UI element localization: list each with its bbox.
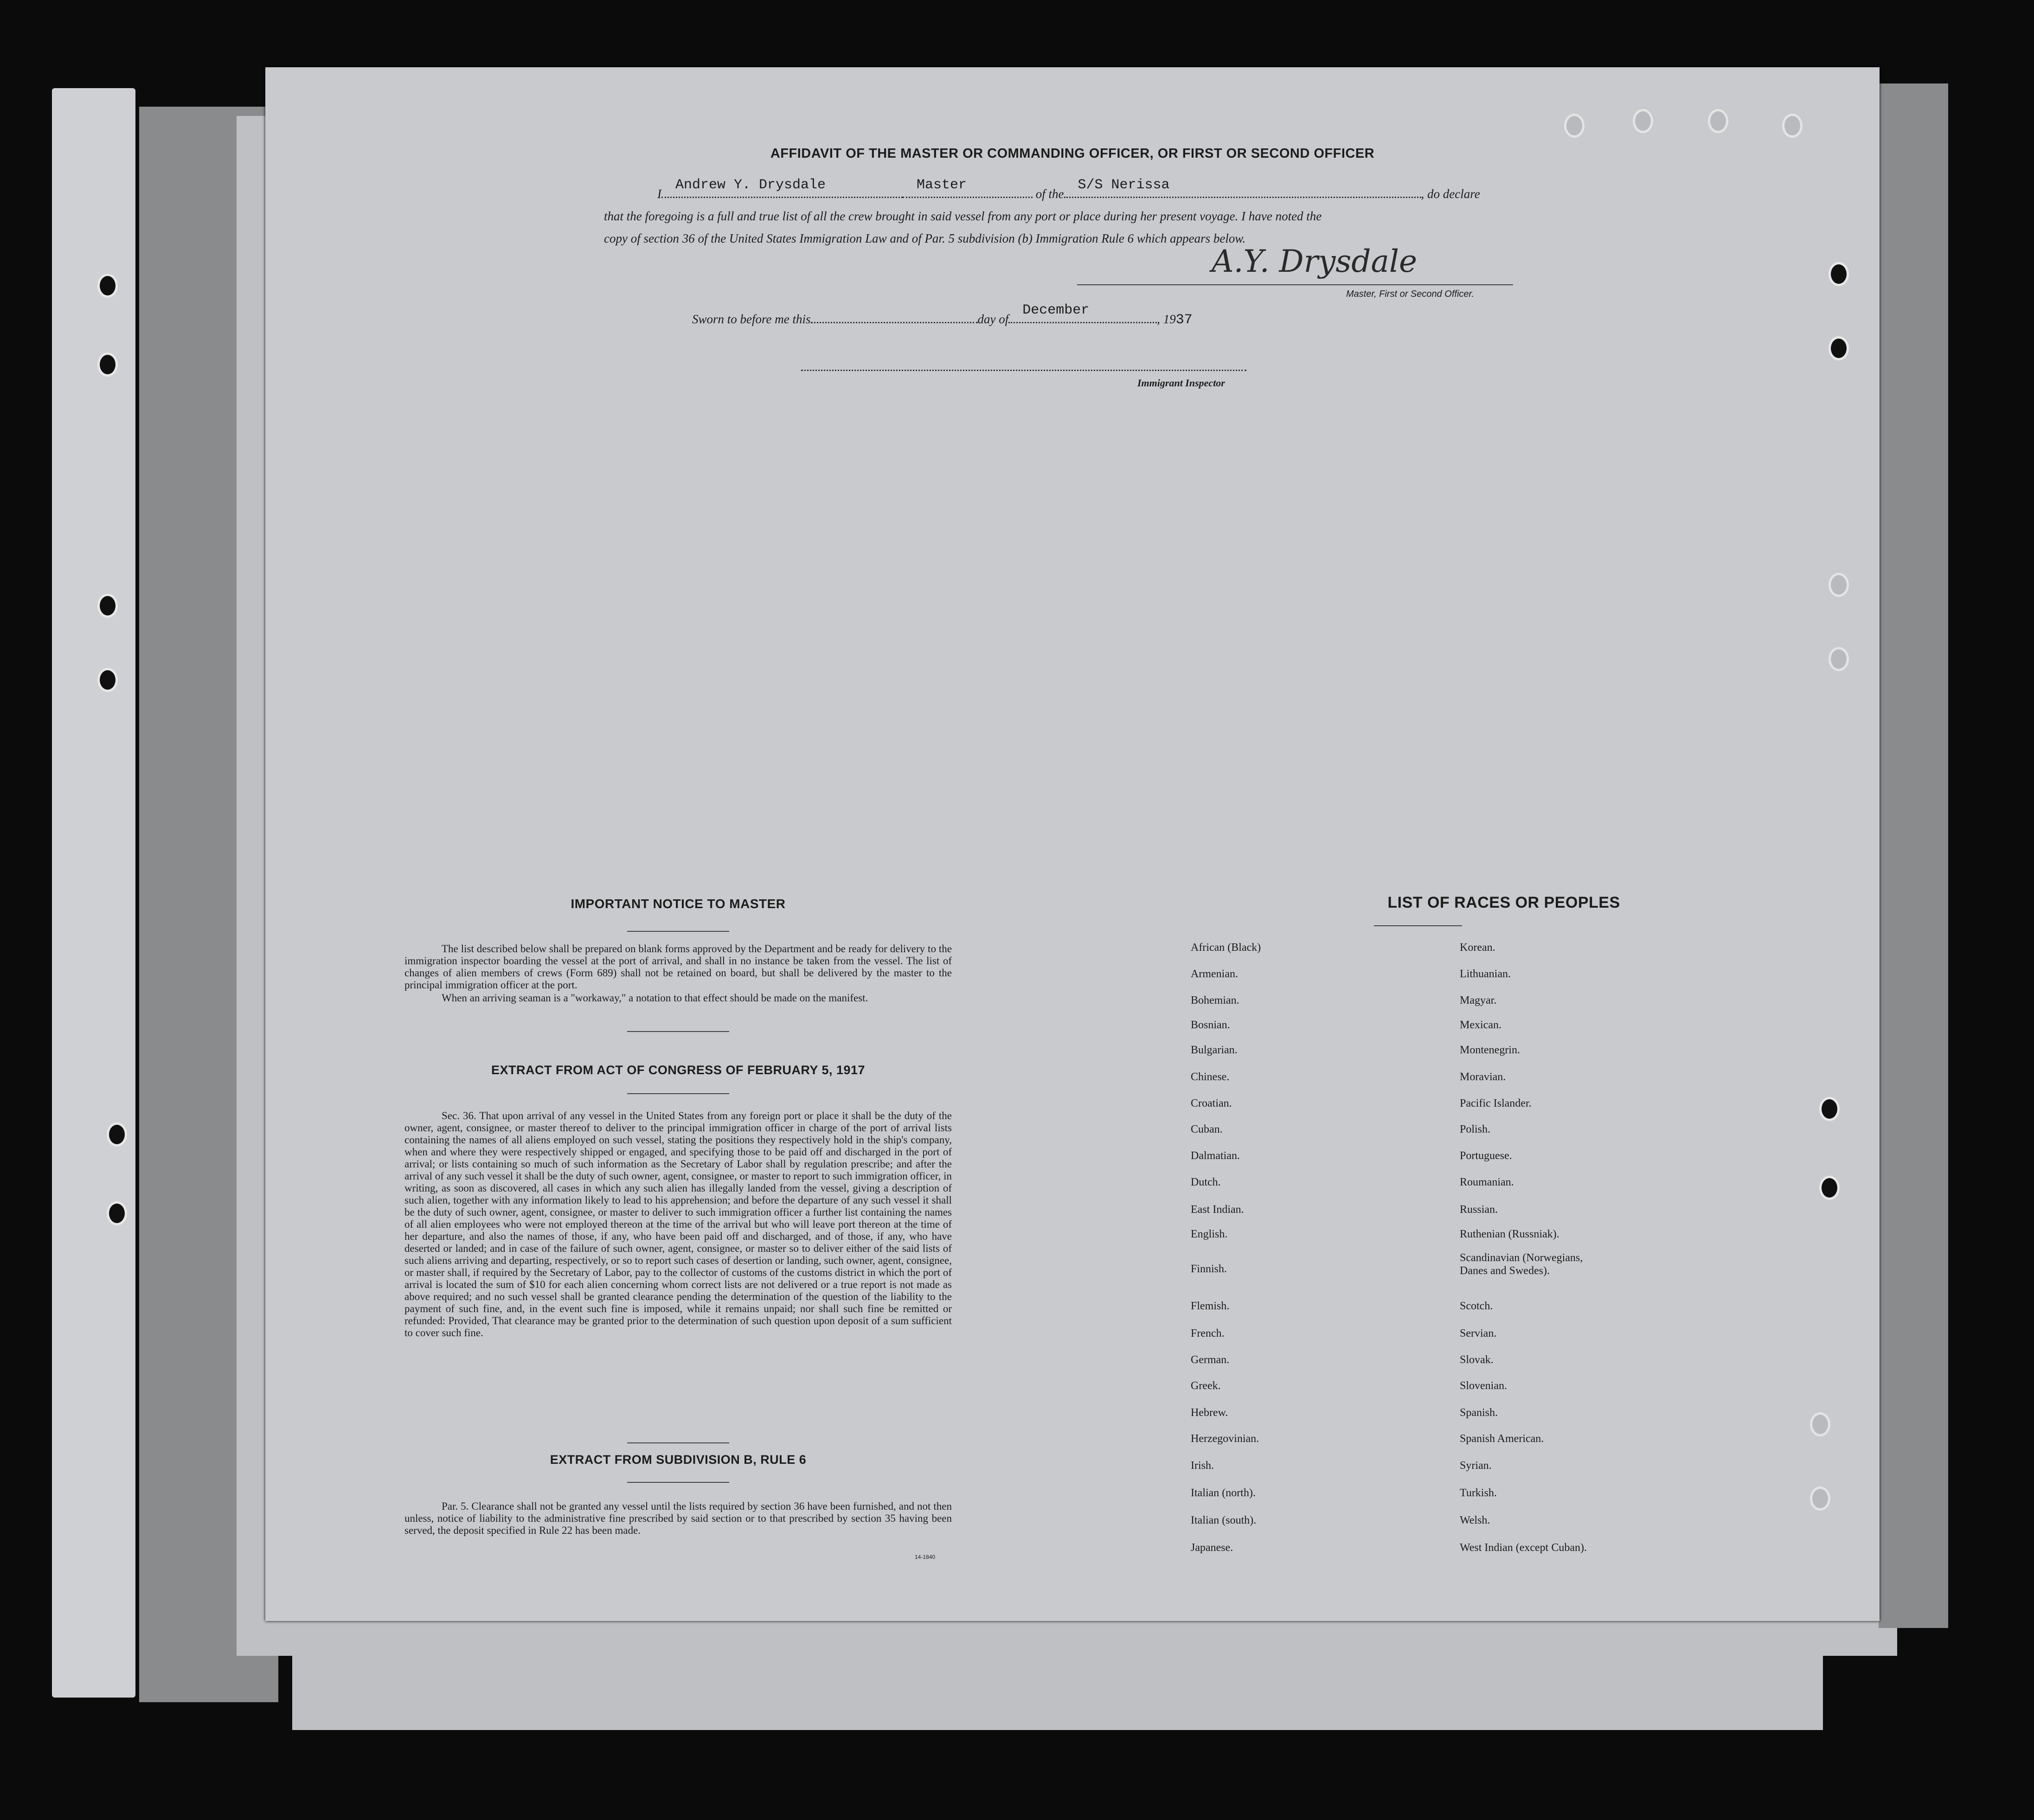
- race-item: Roumanian.: [1460, 1176, 1514, 1188]
- races-rule: [1374, 925, 1462, 926]
- binding-hole-icon: [107, 1122, 127, 1147]
- day-of-label: day of: [977, 312, 1009, 326]
- race-item: Greek.: [1191, 1380, 1221, 1392]
- vessel-value: S/S Nerissa: [1078, 177, 1170, 193]
- right-underlying-sheet: [1879, 83, 1948, 1628]
- race-item: Armenian.: [1191, 968, 1238, 980]
- binding-hole-icon: [97, 668, 118, 692]
- race-item: German.: [1191, 1354, 1230, 1366]
- race-item: Welsh.: [1460, 1514, 1490, 1526]
- race-item: Bulgarian.: [1191, 1044, 1238, 1056]
- race-item: Magyar.: [1460, 994, 1497, 1006]
- rule-paragraph: Par. 5. Clearance shall not be granted any vessel until the lists required by section 36 have been furnished, and not then unless, notice of liability to the administrative fine prescribed by said section or to that prescribed by section 35 having been served, the deposit specified in Rule 22 has been made.: [404, 1500, 952, 1536]
- race-item: Flemish.: [1191, 1300, 1230, 1312]
- notice-rule: [627, 931, 729, 932]
- race-item: Herzegovinian.: [1191, 1433, 1259, 1445]
- binding-hole-icon: [107, 1201, 127, 1225]
- race-item: Irish.: [1191, 1460, 1214, 1472]
- race-item: Ruthenian (Russniak).: [1460, 1228, 1559, 1240]
- name-value: Andrew Y. Drysdale: [675, 177, 826, 193]
- race-item: Scandinavian (Norwegians, Danes and Swedes).: [1460, 1252, 1583, 1277]
- inspector-signature-line: [801, 370, 1246, 371]
- affidavit-line-3: copy of section 36 of the United States Immigration Law and of Par. 5 subdivision (b) Immigration Rule 6 which appears below.: [604, 231, 1246, 245]
- races-heading: LIST OF RACES OR PEOPLES: [1387, 894, 1620, 911]
- race-item: Dalmatian.: [1191, 1150, 1240, 1162]
- race-item: Pacific Islander.: [1460, 1097, 1532, 1109]
- race-item: Moravian.: [1460, 1071, 1506, 1083]
- race-item: Croatian.: [1191, 1097, 1232, 1109]
- notice-heading: IMPORTANT NOTICE TO MASTER: [571, 897, 786, 911]
- race-item: French.: [1191, 1327, 1225, 1339]
- act-heading: EXTRACT FROM ACT OF CONGRESS OF FEBRUARY 5, 1917: [491, 1063, 866, 1077]
- race-item: Italian (north).: [1191, 1487, 1256, 1499]
- year-prefix: , 19: [1157, 312, 1176, 326]
- punch-hole-icon: [1810, 1412, 1830, 1436]
- race-item: Cuban.: [1191, 1123, 1223, 1135]
- race-item: Polish.: [1460, 1123, 1491, 1135]
- race-item: Spanish.: [1460, 1407, 1498, 1419]
- rank-value: Master: [917, 177, 967, 193]
- race-item: Turkish.: [1460, 1487, 1497, 1499]
- punch-hole-icon: [1829, 262, 1849, 286]
- inspector-caption: Immigrant Inspector: [1137, 377, 1225, 389]
- punch-hole-icon: [1819, 1097, 1840, 1121]
- race-item: Japanese.: [1191, 1542, 1233, 1554]
- binding-hole-icon: [97, 274, 118, 298]
- race-item: Servian.: [1460, 1327, 1497, 1339]
- binding-hole-icon: [97, 594, 118, 618]
- rule-heading: EXTRACT FROM SUBDIVISION B, RULE 6: [550, 1453, 807, 1467]
- race-item: African (Black): [1191, 942, 1261, 954]
- of-the-label: of the: [1035, 187, 1064, 201]
- name-field: [661, 177, 903, 198]
- affidavit-title: AFFIDAVIT OF THE MASTER OR COMMANDING OFFICER, OR FIRST OR SECOND OFFICER: [770, 146, 1375, 161]
- race-item: Syrian.: [1460, 1460, 1492, 1472]
- notice-paragraph-2: When an arriving seaman is a "workaway," a notation to that effect should be made on the manifest.: [442, 992, 868, 1004]
- binding-hole-icon: [97, 352, 118, 377]
- race-item: Slovak.: [1460, 1354, 1494, 1366]
- race-item: Russian.: [1460, 1204, 1498, 1216]
- race-item: West Indian (except Cuban).: [1460, 1542, 1587, 1554]
- sworn-label: Sworn to before me this: [692, 312, 811, 326]
- affidavit-line-1: [657, 177, 1789, 205]
- race-item: Portuguese.: [1460, 1150, 1512, 1162]
- race-item: Lithuanian.: [1460, 968, 1511, 980]
- race-item: Slovenian.: [1460, 1380, 1507, 1392]
- race-item: Spanish American.: [1460, 1433, 1544, 1445]
- punch-hole-icon: [1819, 1176, 1840, 1200]
- race-item: English.: [1191, 1228, 1228, 1240]
- punch-hole-icon: [1829, 336, 1849, 360]
- punch-hole-icon: [1810, 1487, 1830, 1511]
- act-rule: [627, 1093, 729, 1094]
- do-declare-label: , do declare: [1421, 187, 1480, 201]
- rule-rule-top: [627, 1442, 729, 1443]
- master-signature: A.Y. Drysdale: [1212, 244, 1418, 279]
- race-item: Chinese.: [1191, 1071, 1230, 1083]
- rank-field: [903, 177, 1033, 198]
- affidavit-line-2: that the foregoing is a full and true list of all the crew brought in said vessel from any port or place during her present voyage. I have noted the: [604, 209, 1322, 223]
- race-item: Korean.: [1460, 942, 1495, 954]
- punch-hole-icon: [1708, 109, 1728, 133]
- rule-rule: [627, 1482, 729, 1483]
- punch-hole-icon: [1829, 573, 1849, 597]
- month-value: December: [1022, 302, 1090, 318]
- left-binding-strip: [52, 88, 135, 1698]
- year-value: 37: [1175, 312, 1193, 328]
- affidavit-page: [265, 67, 1880, 1621]
- race-item: East Indian.: [1191, 1204, 1244, 1216]
- punch-hole-icon: [1564, 114, 1585, 138]
- form-number: 14-1840: [915, 1554, 936, 1560]
- notice-paragraph-1: The list described below shall be prepared on blank forms approved by the Department and be ready for delivery to the immigration inspector boarding the vessel at the port of arrival, and shall in no instance be taken from the vessel. The list of changes of alien members of crews (Form 689) shall not be retained on board, but shall be delivered by the master to the principal immigration officer at the port.: [404, 943, 952, 991]
- race-item: Mexican.: [1460, 1019, 1501, 1031]
- punch-hole-icon: [1829, 647, 1849, 671]
- month-field: [1008, 302, 1157, 323]
- act-section-36: Sec. 36. That upon arrival of any vessel in the United States from any foreign port or place it shall be the duty of the owner, agent, consignee, or master thereof to deliver to the principal immigration officer in charge of the port of arrival lists containing the names of all aliens employed on such vessel, stating the positions they respectively hold in the ship's company, when and where they were respectively shipped or engaged, and specifying those to be paid off and discharged in the port of arrival; or lists containing so much of such information as the Secretary of Labor shall by regulation prescribe; and after the arrival of any such vessel it shall be the duty of such owner, agent, consignee, or master to report to such immigration officer, in writing, as soon as discovered, all cases in which any such alien has illegally landed from the vessel, giving a description of such alien, together with any information likely to lead to his apprehension; and before the departure of any such vessel it shall be the duty of such owner, agent, consignee, or master to deliver to such immigration officer a further list containing the names of all alien employees who were not employed thereon at the time of the arrival but who will leave port thereon at the time of her departure, and also the names of those, if any, who have been paid off and discharged, and of those, if any, who have deserted or landed; and in case of the failure of such owner, agent, consignee, or master so to deliver either of the said lists of such aliens arriving and departing, respectively, or so to report such cases of desertion or landing, such owner, agent, consignee, or master shall, if required by the Secretary of Labor, pay to the collector of customs of the customs district in which the port of arrival is located the sum of $10 for each alien concerning whom correct lists are not delivered or a true report is not made as above required; and no such vessel shall be granted clearance pending the determination of the question of the liability to the payment of such fine, and, in the event such fine is imposed, while it remains unpaid; nor shall such fine be remitted or refunded: Provided, That clearance may be granted prior to the determination of such question upon deposit of a sum sufficient to cover such fine.: [404, 1110, 952, 1339]
- bottom-underlying-page: [292, 1614, 1823, 1730]
- punch-hole-icon: [1633, 109, 1653, 133]
- signature-line: [1077, 284, 1513, 285]
- sworn-day-field: [811, 322, 978, 323]
- race-item: Italian (south).: [1191, 1514, 1257, 1526]
- act-rule-top: [627, 1031, 729, 1032]
- race-item: Scotch.: [1460, 1300, 1493, 1312]
- race-item: Hebrew.: [1191, 1407, 1228, 1419]
- sworn-line: [692, 302, 1193, 331]
- vessel-field: [1064, 177, 1421, 198]
- i-label: I: [657, 187, 661, 201]
- race-item: Bosnian.: [1191, 1019, 1230, 1031]
- punch-hole-icon: [1782, 114, 1803, 138]
- signature-caption: Master, First or Second Officer.: [1346, 289, 1475, 299]
- race-item: Montenegrin.: [1460, 1044, 1520, 1056]
- race-item: Finnish.: [1191, 1263, 1227, 1275]
- race-item: Dutch.: [1191, 1176, 1221, 1188]
- race-item: Bohemian.: [1191, 994, 1239, 1006]
